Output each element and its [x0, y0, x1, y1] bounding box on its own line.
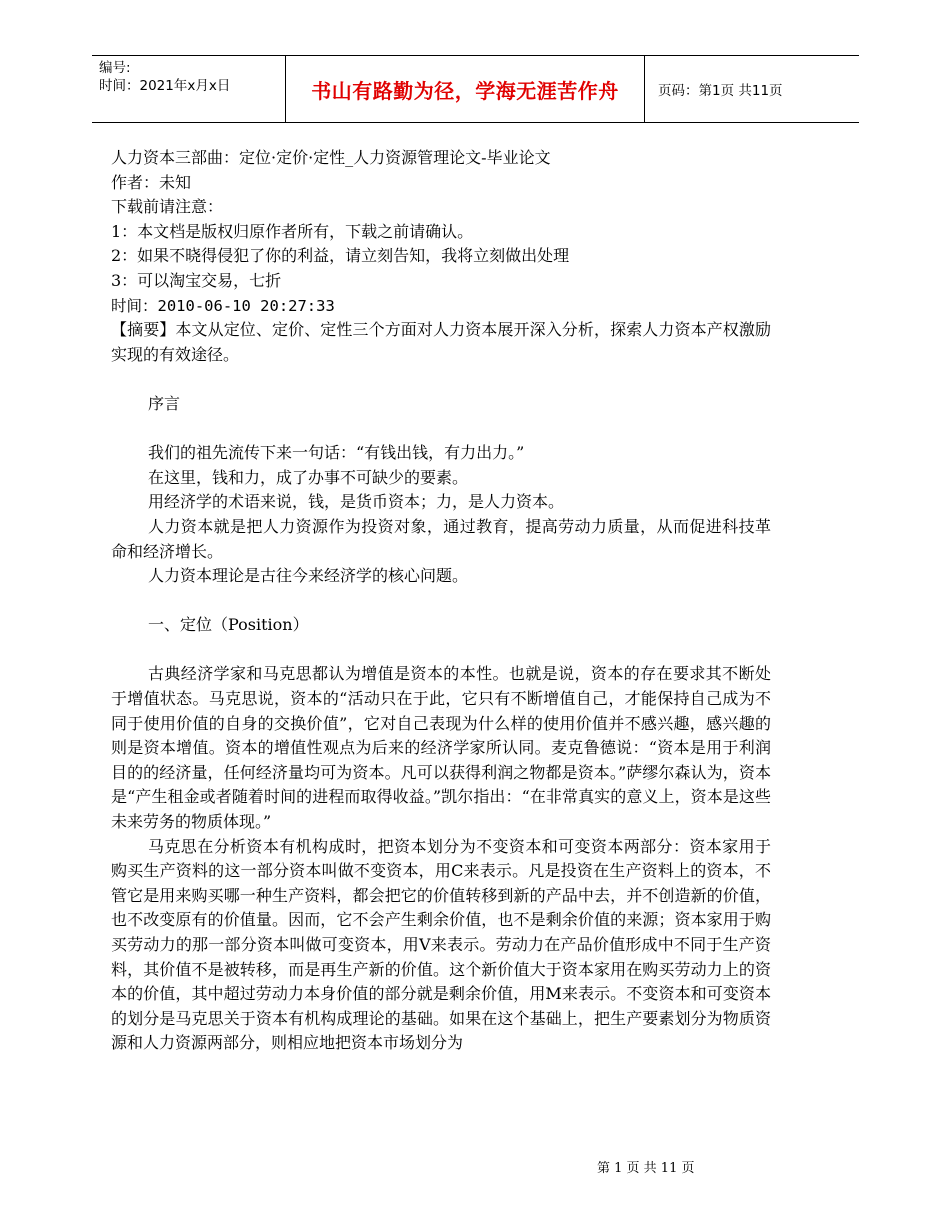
section-1-paragraph-1: 古典经济学家和马克思都认为增值是资本的本性。也就是说，资本的存在要求其不断处于增值状态。马克思说，资本的“活动只在于此，它只有不断增值自己，才能保持自己成为不同于使用价值的自身的交换价值”，它对自己表现为什么样的使用价值并不感兴趣，感兴趣的则是资本增值。资本的增值性观点为后来的经济学家所认同。麦克鲁德说：“资本是用于利润目的的经济量，任何经济量均可为资本。凡可以获得利润之物都是资本。”萨缪尔森认为，资本是“产生租金或者随着时间的进程而取得收益。”凯尔指出：“在非常真实的意义上，资本是这些未来劳务的物质体现。”	[111, 664, 771, 832]
document-body	[111, 146, 771, 1056]
notice-item-3: 3：可以淘宝交易，七折	[111, 270, 282, 290]
preface-title: 序言	[148, 393, 181, 413]
time-label: 时间：2021年x月x日	[99, 78, 231, 94]
header-table	[92, 55, 859, 123]
serial-label: 编号:	[99, 60, 131, 76]
preface-paragraph-1: 我们的祖先流传下来一句话：“有钱出钱，有力出力。”	[148, 443, 525, 463]
doc-title: 人力资本三部曲：定位·定价·定性_人力资源管理论文-毕业论文	[111, 148, 551, 167]
notice-item-2: 2：如果不晓得侵犯了你的利益，请立刻告知，我将立刻做出处理	[111, 246, 570, 266]
section-1-title: 一、定位（Position）	[148, 615, 309, 635]
page-footer: 第 1 页 共 11 页	[597, 1161, 695, 1176]
preface-paragraph-3: 用经济学的术语来说，钱，是货币资本；力，是人力资本。	[148, 492, 565, 512]
preface-paragraph-5: 人力资本理论是古往今来经济学的核心问题。	[148, 566, 469, 586]
section-1-paragraph-2: 马克思在分析资本有机构成时，把资本划分为不变资本和可变资本两部分：资本家用于购买生产资料的这一部分资本叫做不变资本，用C来表示。凡是投资在生产资料上的资本，不管它是用来购买哪一种生产资料，都会把它的价值转移到新的产品中去，并不创造新的价值，也不改变原有的价值量。因而，它不会产生剩余价值，也不是剩余价值的来源；资本家用于购买劳动力的那一部分资本叫做可变资本，用V来表示。劳动力在产品价值形成中不同于生产资料，其价值不是被转移，而是再生产新的价值。这个新价值大于资本家用在购买劳动力上的资本的价值，其中超过劳动力本身价值的部分就是剩余价值，用M来表示。不变资本和可变资本的划分是马克思关于资本有机构成理论的基础。如果在这个基础上，把生产要素划分为物质资源和人力资源两部分，则相应地把资本市场划分为	[111, 836, 771, 1053]
page-info-cell	[644, 56, 859, 122]
doc-time: 时间：2010-06-10 20:27:33	[111, 296, 335, 315]
abstract: 【摘要】本文从定位、定价、定性三个方面对人力资本展开深入分析，探索人力资本产权激励实现的有效途径。	[111, 320, 771, 364]
preface-paragraph-2: 在这里，钱和力，成了办事不可缺少的要素。	[148, 467, 469, 487]
header-motto-cell	[285, 56, 645, 122]
notice-heading: 下载前请注意：	[111, 197, 224, 217]
page-info: 页码：第1页 共11页	[658, 83, 783, 99]
motto: 书山有路勤为径，学海无涯苦作舟	[311, 78, 619, 103]
preface-paragraph-4: 人力资本就是把人力资源作为投资对象，通过教育，提高劳动力质量，从而促进科技革命和经济增长。	[111, 516, 771, 561]
doc-author: 作者：未知	[111, 172, 192, 192]
notice-item-1: 1：本文档是版权归原作者所有，下载之前请确认。	[111, 221, 474, 241]
header-meta-cell	[92, 56, 285, 122]
